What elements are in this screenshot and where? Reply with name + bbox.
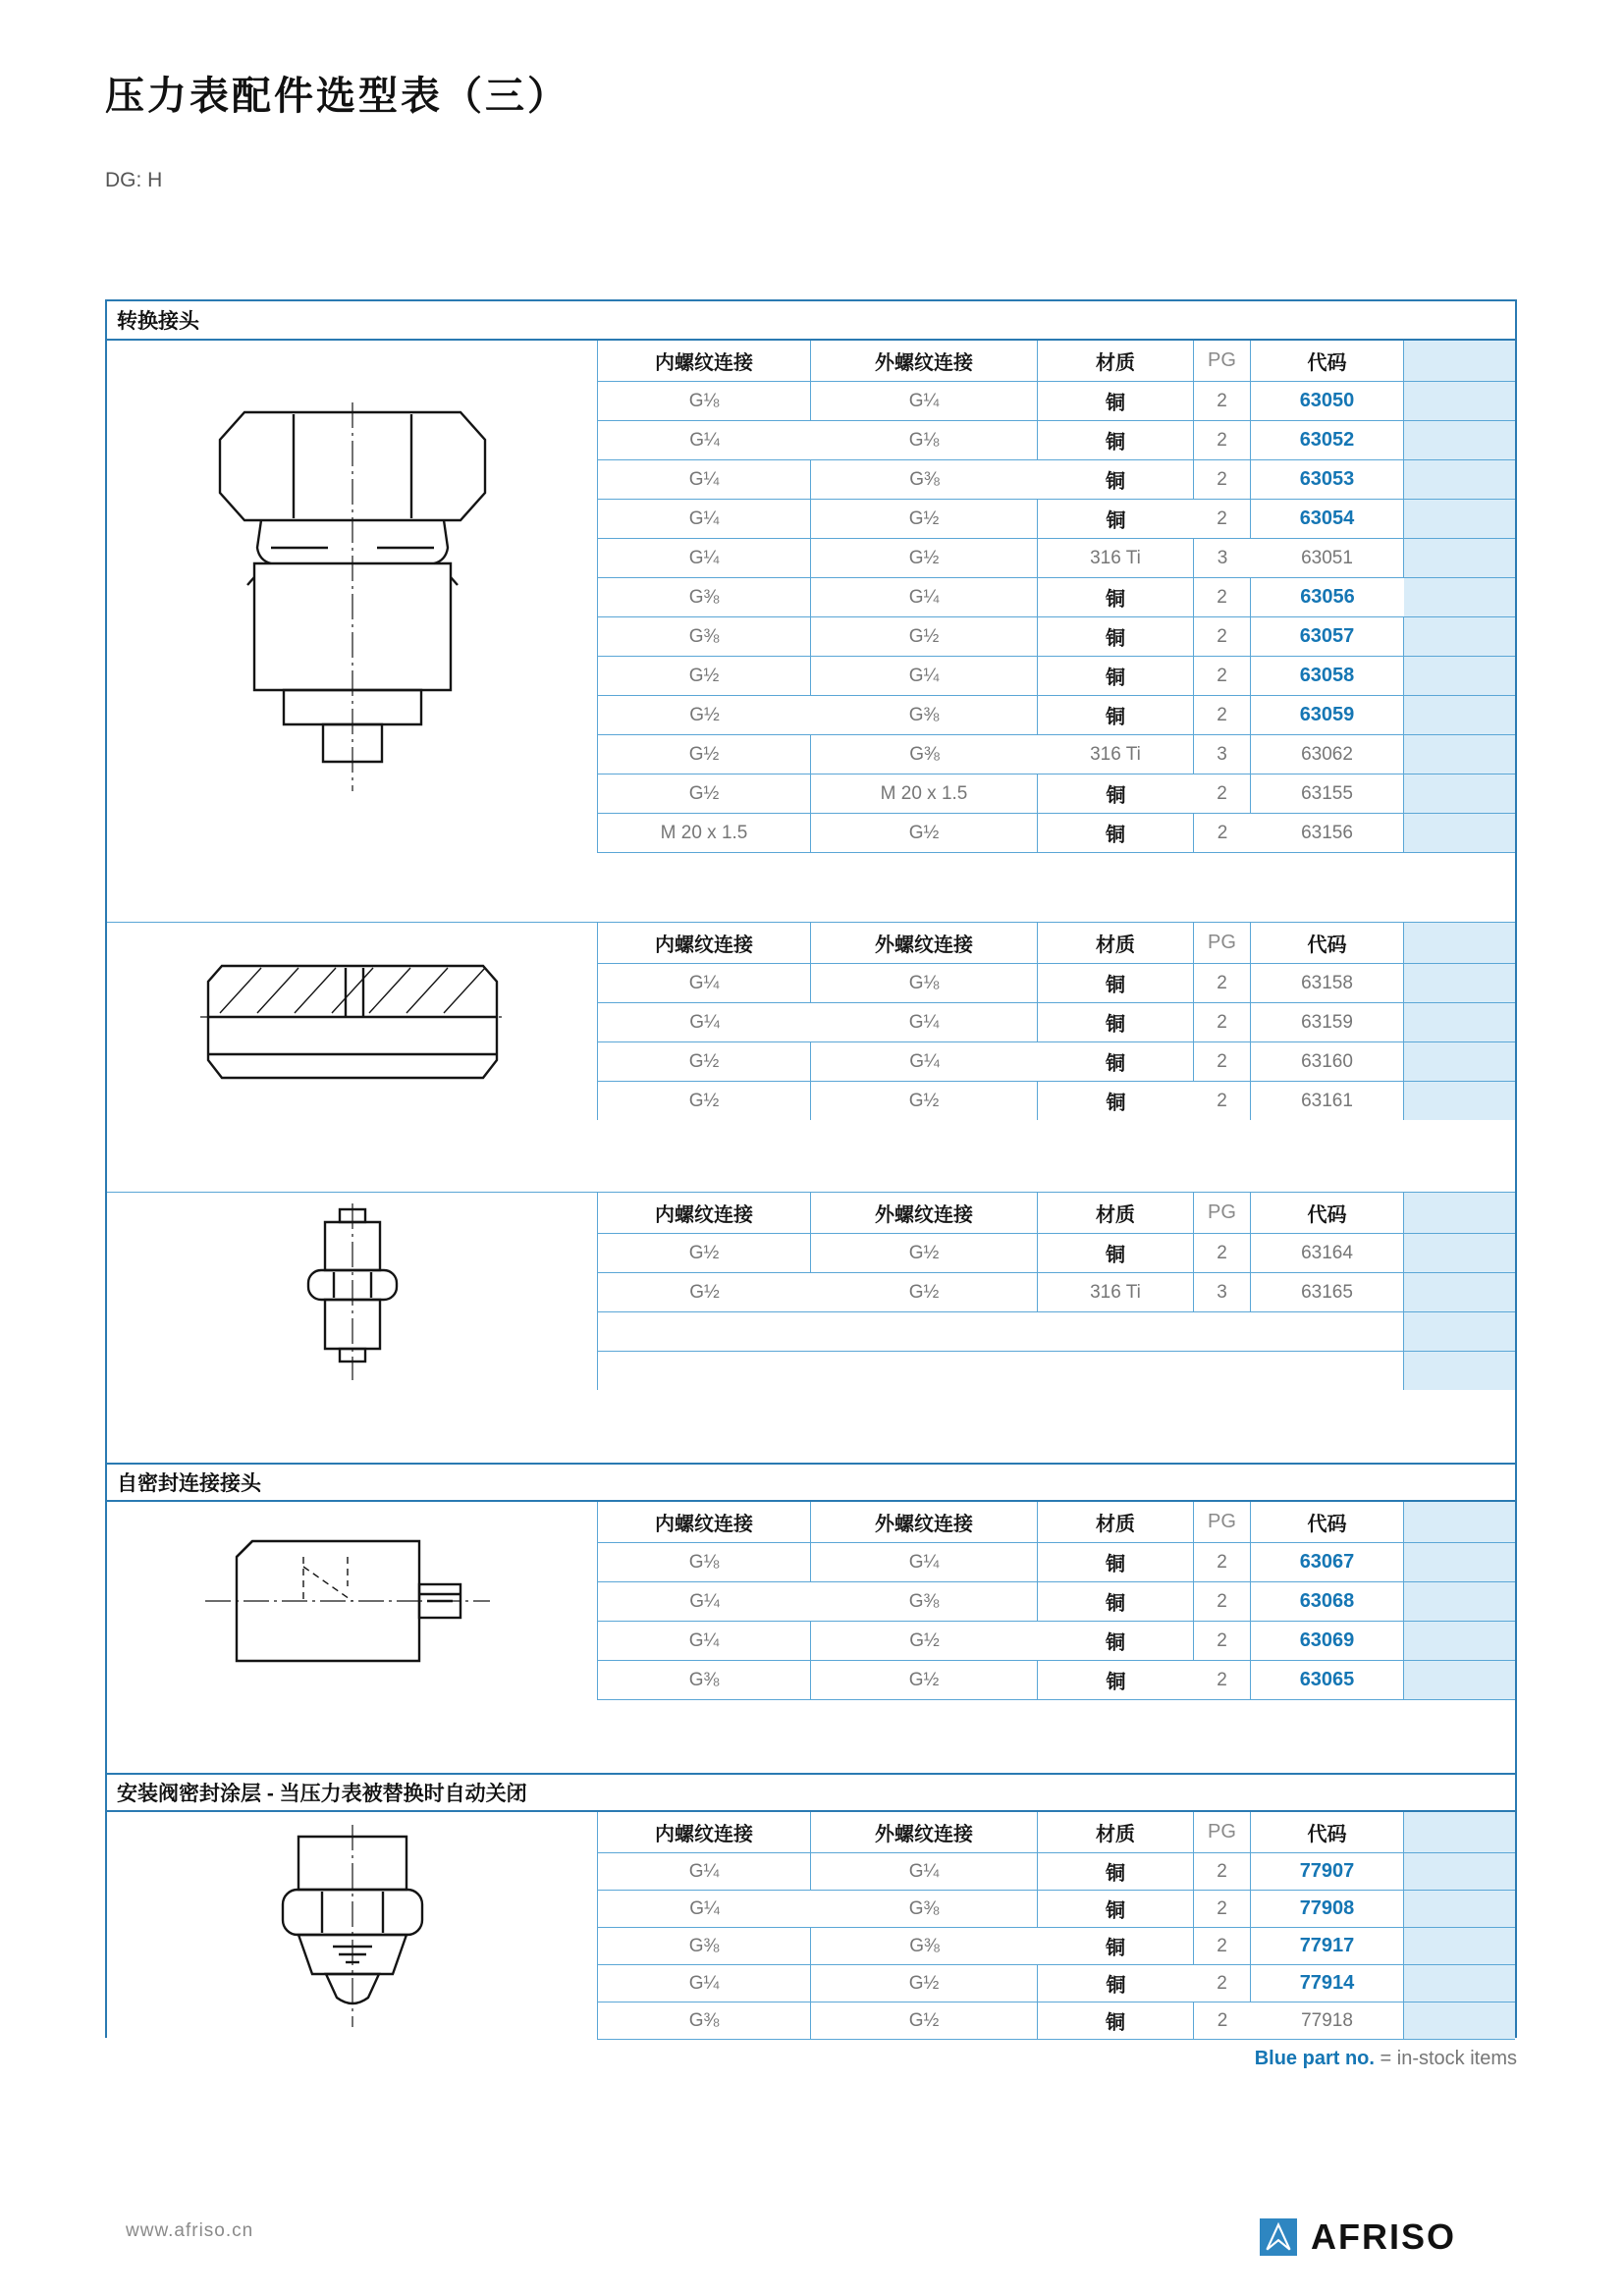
header-female-thread: 内螺纹连接 — [598, 1193, 811, 1234]
material-cell: 316 Ti — [1038, 1273, 1194, 1312]
pg-cell: 2 — [1194, 1853, 1251, 1891]
stock-column-header — [1404, 1812, 1515, 1853]
pg-cell: 2 — [1194, 657, 1251, 696]
code-cell: 63160 — [1251, 1042, 1404, 1082]
male-thread-cell: G¼ — [811, 1042, 1038, 1082]
female-thread-cell: G⅜ — [598, 617, 811, 657]
male-thread-cell: G½ — [811, 814, 1038, 853]
material-cell: 铜 — [1038, 1891, 1194, 1928]
female-thread-cell: G¼ — [598, 460, 811, 500]
code-cell: 63052 — [1251, 421, 1404, 460]
male-thread-cell: G⅜ — [811, 1891, 1038, 1928]
code-cell: 63050 — [1251, 382, 1404, 421]
male-thread-cell: G½ — [811, 539, 1038, 578]
coupling-drawing — [107, 923, 598, 1121]
coupling-table — [107, 922, 1515, 1120]
male-thread-cell: G½ — [811, 1082, 1038, 1121]
pg-cell: 3 — [1194, 539, 1251, 578]
male-thread-cell: G½ — [811, 1622, 1038, 1661]
material-cell: 铜 — [1038, 696, 1194, 735]
female-thread-cell: G½ — [598, 1234, 811, 1273]
pg-cell: 2 — [1194, 814, 1251, 853]
male-thread-cell: G¼ — [811, 1853, 1038, 1891]
stock-column-cell — [1404, 1965, 1515, 2002]
code-cell: 63161 — [1251, 1082, 1404, 1121]
header-pg: PG — [1194, 1812, 1251, 1853]
code-cell: 63054 — [1251, 500, 1404, 539]
afriso-logo-icon — [1260, 2218, 1297, 2256]
code-cell: 63068 — [1251, 1582, 1404, 1622]
material-cell: 316 Ti — [1038, 539, 1194, 578]
stock-column-cell — [1404, 460, 1515, 500]
dg-label: DG: H — [105, 169, 163, 191]
stock-column-cell — [1404, 1928, 1515, 1965]
material-cell: 铜 — [1038, 500, 1194, 539]
male-thread-cell: G½ — [811, 1661, 1038, 1700]
material-cell: 铜 — [1038, 1622, 1194, 1661]
female-thread-cell: G½ — [598, 735, 811, 774]
header-material: 材质 — [1038, 341, 1194, 382]
stock-column-cell — [1404, 578, 1515, 617]
male-thread-cell: G¼ — [811, 657, 1038, 696]
stock-column-header — [1404, 341, 1515, 382]
code-cell: 63058 — [1251, 657, 1404, 696]
male-thread-cell: G½ — [811, 617, 1038, 657]
male-thread-cell: G⅜ — [811, 1582, 1038, 1622]
male-thread-cell: G½ — [811, 2002, 1038, 2040]
code-cell: 63051 — [1251, 539, 1404, 578]
female-thread-cell: G¼ — [598, 539, 811, 578]
header-male-thread: 外螺纹连接 — [811, 341, 1038, 382]
pg-cell: 2 — [1194, 1042, 1251, 1082]
code-cell: 63067 — [1251, 1543, 1404, 1582]
male-thread-cell: G½ — [811, 1273, 1038, 1312]
stock-note-suffix: = in-stock items — [1374, 2048, 1517, 2069]
header-pg: PG — [1194, 923, 1251, 964]
header-code: 代码 — [1251, 1812, 1404, 1853]
header-male-thread: 外螺纹连接 — [811, 1502, 1038, 1543]
spacer-band — [107, 1700, 1515, 1773]
empty-row-cell — [598, 1312, 1404, 1352]
material-cell: 铜 — [1038, 774, 1194, 814]
code-cell: 63156 — [1251, 814, 1404, 853]
stock-column-cell — [1404, 1312, 1515, 1352]
stock-column-cell — [1404, 735, 1515, 774]
stock-column-cell — [1404, 814, 1515, 853]
material-cell: 铜 — [1038, 1003, 1194, 1042]
empty-row-cell — [598, 1352, 1404, 1391]
header-code: 代码 — [1251, 923, 1404, 964]
self-sealing-drawing — [107, 1502, 598, 1700]
selection-table — [105, 299, 1517, 2038]
material-cell: 铜 — [1038, 460, 1194, 500]
female-thread-cell: G⅛ — [598, 1543, 811, 1582]
female-thread-cell: G⅛ — [598, 382, 811, 421]
female-thread-cell: G¼ — [598, 1891, 811, 1928]
header-female-thread: 内螺纹连接 — [598, 1502, 811, 1543]
material-cell: 铜 — [1038, 1234, 1194, 1273]
spacer-band — [107, 853, 1515, 922]
pg-cell: 3 — [1194, 1273, 1251, 1312]
stock-note-blue-label: Blue part no. — [1254, 2048, 1375, 2069]
spacer-band — [107, 1390, 1515, 1463]
stock-column-cell — [1404, 774, 1515, 814]
nipple-drawing — [107, 1193, 598, 1391]
code-cell: 63165 — [1251, 1273, 1404, 1312]
pg-cell: 2 — [1194, 964, 1251, 1003]
male-thread-cell: G¼ — [811, 1543, 1038, 1582]
pg-cell: 2 — [1194, 1661, 1251, 1700]
stock-column-cell — [1404, 1661, 1515, 1700]
header-material: 材质 — [1038, 923, 1194, 964]
female-thread-cell: G½ — [598, 657, 811, 696]
code-cell: 63158 — [1251, 964, 1404, 1003]
material-cell: 铜 — [1038, 2002, 1194, 2040]
stock-column-cell — [1404, 617, 1515, 657]
code-cell: 63065 — [1251, 1661, 1404, 1700]
header-female-thread: 内螺纹连接 — [598, 923, 811, 964]
stock-column-cell — [1404, 539, 1515, 578]
material-cell: 铜 — [1038, 421, 1194, 460]
stock-column-cell — [1404, 1042, 1515, 1082]
self-sealing-fitting-icon — [195, 1527, 510, 1675]
stock-column-cell — [1404, 1582, 1515, 1622]
male-thread-cell: G¼ — [811, 1003, 1038, 1042]
stock-column-header — [1404, 1193, 1515, 1234]
female-thread-cell: G½ — [598, 774, 811, 814]
female-thread-cell: G⅜ — [598, 578, 811, 617]
stock-column-header — [1404, 923, 1515, 964]
stock-column-cell — [1404, 382, 1515, 421]
male-thread-cell: G⅜ — [811, 1928, 1038, 1965]
male-thread-cell: G½ — [811, 500, 1038, 539]
male-thread-cell: G⅜ — [811, 735, 1038, 774]
stock-column-cell — [1404, 1234, 1515, 1273]
pg-cell: 2 — [1194, 617, 1251, 657]
female-thread-cell: G½ — [598, 696, 811, 735]
code-cell: 77907 — [1251, 1853, 1404, 1891]
male-thread-cell: G⅜ — [811, 460, 1038, 500]
female-thread-cell: G¼ — [598, 1965, 811, 2002]
section-title-self-sealing: 自密封连接接头 — [107, 1463, 1515, 1502]
stock-column-cell — [1404, 696, 1515, 735]
stock-column-cell — [1404, 1543, 1515, 1582]
pg-cell: 2 — [1194, 1891, 1251, 1928]
header-female-thread: 内螺纹连接 — [598, 341, 811, 382]
adapter-table — [107, 341, 1515, 853]
female-thread-cell: G½ — [598, 1042, 811, 1082]
header-male-thread: 外螺纹连接 — [811, 1193, 1038, 1234]
male-thread-cell: G⅛ — [811, 421, 1038, 460]
code-cell: 63056 — [1251, 578, 1404, 617]
code-cell: 77918 — [1251, 2002, 1404, 2040]
female-male-adapter-icon — [190, 400, 514, 793]
pg-cell: 2 — [1194, 1965, 1251, 2002]
male-thread-cell: G⅜ — [811, 696, 1038, 735]
pg-cell: 2 — [1194, 1582, 1251, 1622]
code-cell: 63053 — [1251, 460, 1404, 500]
material-cell: 铜 — [1038, 1042, 1194, 1082]
stock-column-cell — [1404, 657, 1515, 696]
code-cell: 77917 — [1251, 1928, 1404, 1965]
nipple-table — [107, 1192, 1515, 1390]
stock-column-cell — [1404, 1352, 1515, 1391]
code-cell: 77908 — [1251, 1891, 1404, 1928]
pg-cell: 2 — [1194, 421, 1251, 460]
female-thread-cell: G½ — [598, 1082, 811, 1121]
pg-cell: 2 — [1194, 1622, 1251, 1661]
code-cell: 63057 — [1251, 617, 1404, 657]
material-cell: 铜 — [1038, 382, 1194, 421]
pg-cell: 2 — [1194, 696, 1251, 735]
pg-cell: 2 — [1194, 1234, 1251, 1273]
code-cell: 63159 — [1251, 1003, 1404, 1042]
header-pg: PG — [1194, 1193, 1251, 1234]
pg-cell: 2 — [1194, 500, 1251, 539]
stock-column-cell — [1404, 1853, 1515, 1891]
stock-column-cell — [1404, 1622, 1515, 1661]
header-male-thread: 外螺纹连接 — [811, 1812, 1038, 1853]
material-cell: 316 Ti — [1038, 735, 1194, 774]
female-thread-cell: G½ — [598, 1273, 811, 1312]
male-thread-cell: G¼ — [811, 382, 1038, 421]
stock-column-cell — [1404, 421, 1515, 460]
stock-column-cell — [1404, 2002, 1515, 2040]
pg-cell: 2 — [1194, 1543, 1251, 1582]
female-thread-cell: G¼ — [598, 1003, 811, 1042]
material-cell: 铜 — [1038, 1582, 1194, 1622]
material-cell: 铜 — [1038, 964, 1194, 1003]
stock-column-header — [1404, 1502, 1515, 1543]
stock-column-cell — [1404, 964, 1515, 1003]
female-thread-cell: G¼ — [598, 1582, 811, 1622]
pg-cell: 2 — [1194, 2002, 1251, 2040]
spacer-band — [107, 1120, 1515, 1192]
stock-column-cell — [1404, 1003, 1515, 1042]
gauge-mounting-valve-icon — [240, 1825, 465, 2027]
code-cell: 77914 — [1251, 1965, 1404, 2002]
code-cell: 63062 — [1251, 735, 1404, 774]
header-material: 材质 — [1038, 1502, 1194, 1543]
stock-column-cell — [1404, 1273, 1515, 1312]
material-cell: 铜 — [1038, 1928, 1194, 1965]
code-cell: 63164 — [1251, 1234, 1404, 1273]
stock-column-cell — [1404, 1891, 1515, 1928]
male-thread-cell: G½ — [811, 1234, 1038, 1273]
material-cell: 铜 — [1038, 578, 1194, 617]
brand-logo — [1260, 2216, 1456, 2258]
code-cell: 63069 — [1251, 1622, 1404, 1661]
material-cell: 铜 — [1038, 1853, 1194, 1891]
pg-cell: 2 — [1194, 460, 1251, 500]
material-cell: 铜 — [1038, 1661, 1194, 1700]
pg-cell: 2 — [1194, 1928, 1251, 1965]
female-thread-cell: G¼ — [598, 964, 811, 1003]
material-cell: 铜 — [1038, 814, 1194, 853]
material-cell: 铜 — [1038, 1082, 1194, 1121]
female-thread-cell: G¼ — [598, 1622, 811, 1661]
female-thread-cell: G¼ — [598, 421, 811, 460]
header-male-thread: 外螺纹连接 — [811, 923, 1038, 964]
female-thread-cell: G⅜ — [598, 2002, 811, 2040]
pg-cell: 3 — [1194, 735, 1251, 774]
female-thread-cell: G⅜ — [598, 1928, 811, 1965]
section-title-adapters: 转换接头 — [107, 301, 1515, 341]
brand-name: AFRISO — [1311, 2216, 1457, 2257]
material-cell: 铜 — [1038, 657, 1194, 696]
pg-cell: 2 — [1194, 1003, 1251, 1042]
male-thread-cell: G¼ — [811, 578, 1038, 617]
pg-cell: 2 — [1194, 578, 1251, 617]
header-pg: PG — [1194, 341, 1251, 382]
self-sealing-table — [107, 1502, 1515, 1700]
mounting-valve-drawing — [107, 1812, 598, 2040]
stock-column-cell — [1404, 500, 1515, 539]
code-cell: 63155 — [1251, 774, 1404, 814]
header-code: 代码 — [1251, 1502, 1404, 1543]
website-url: www.afriso.cn — [126, 2220, 254, 2241]
double-nipple-icon — [279, 1203, 426, 1380]
adapter-drawing — [107, 341, 598, 853]
pg-cell: 2 — [1194, 1082, 1251, 1121]
header-material: 材质 — [1038, 1812, 1194, 1853]
male-thread-cell: G⅛ — [811, 964, 1038, 1003]
pg-cell: 2 — [1194, 382, 1251, 421]
female-thread-cell: G⅜ — [598, 1661, 811, 1700]
header-pg: PG — [1194, 1502, 1251, 1543]
section-title-mounting-valve: 安装阀密封涂层 - 当压力表被替换时自动关闭 — [107, 1773, 1515, 1812]
material-cell: 铜 — [1038, 617, 1194, 657]
header-material: 材质 — [1038, 1193, 1194, 1234]
pg-cell: 2 — [1194, 774, 1251, 814]
code-cell: 63059 — [1251, 696, 1404, 735]
page-title: 压力表配件选型表（三） — [105, 75, 569, 118]
header-code: 代码 — [1251, 1193, 1404, 1234]
stock-note — [105, 2048, 1517, 2070]
header-code: 代码 — [1251, 341, 1404, 382]
stock-column-cell — [1404, 1082, 1515, 1121]
hex-coupling-icon — [200, 948, 505, 1095]
female-thread-cell: M 20 x 1.5 — [598, 814, 811, 853]
male-thread-cell: M 20 x 1.5 — [811, 774, 1038, 814]
mounting-valve-table — [107, 1812, 1515, 2040]
female-thread-cell: G¼ — [598, 500, 811, 539]
male-thread-cell: G½ — [811, 1965, 1038, 2002]
header-female-thread: 内螺纹连接 — [598, 1812, 811, 1853]
female-thread-cell: G¼ — [598, 1853, 811, 1891]
material-cell: 铜 — [1038, 1965, 1194, 2002]
material-cell: 铜 — [1038, 1543, 1194, 1582]
